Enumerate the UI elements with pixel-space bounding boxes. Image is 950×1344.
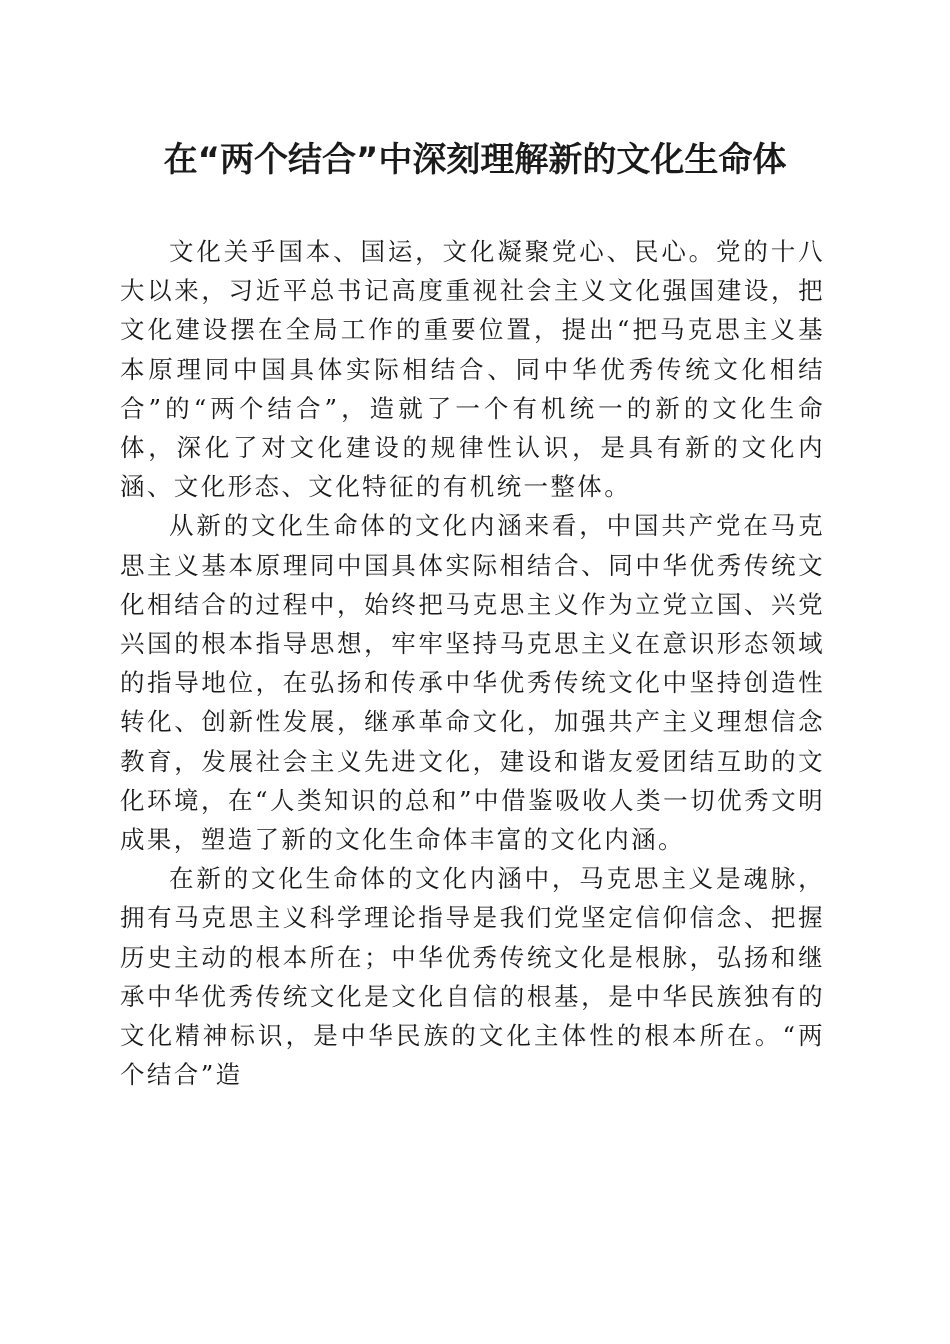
paragraph-1: 文化关乎国本、国运，文化凝聚党心、民心。党的十八大以来，习近平总书记高度重视社会主义文化强国建设，把文化建设摆在全局工作的重要位置，提出“把马克思主义基本原理同中国具体实际相结合、同中华优秀传统文化相结合”的“两个结合”，造就了一个有机统一的新的文化生命体，深化了对文化建设的规律性认识，是具有新的文化内涵、文化形态、文化特征的有机统一整体。: [120, 237, 825, 502]
document-body: [120, 232, 825, 1094]
document-title: 在“两个结合”中深刻理解新的文化生命体: [163, 140, 787, 180]
paragraph-2: 从新的文化生命体的文化内涵来看，中国共产党在马克思主义基本原理同中国具体实际相结合、同中华优秀传统文化相结合的过程中，始终把马克思主义作为立党立国、兴党兴国的根本指导思想，牢牢坚持马克思主义在意识形态领域的指导地位，在弘扬和传承中华优秀传统文化中坚持创造性转化、创新性发展，继承革命文化，加强共产主义理想信念教育，发展社会主义先进文化，建设和谐友爱团结互助的文化环境，在“人类知识的总和”中借鉴吸收人类一切优秀文明成果，塑造了新的文化生命体丰富的文化内涵。: [120, 511, 825, 855]
paragraph-3: 在新的文化生命体的文化内涵中，马克思主义是魂脉，拥有马克思主义科学理论指导是我们党坚定信仰信念、把握历史主动的根本所在；中华优秀传统文化是根脉，弘扬和继承中华优秀传统文化是文化自信的根基，是中华民族独有的文化精神标识，是中华民族的文化主体性的根本所在。“两个结合”造: [120, 864, 825, 1090]
